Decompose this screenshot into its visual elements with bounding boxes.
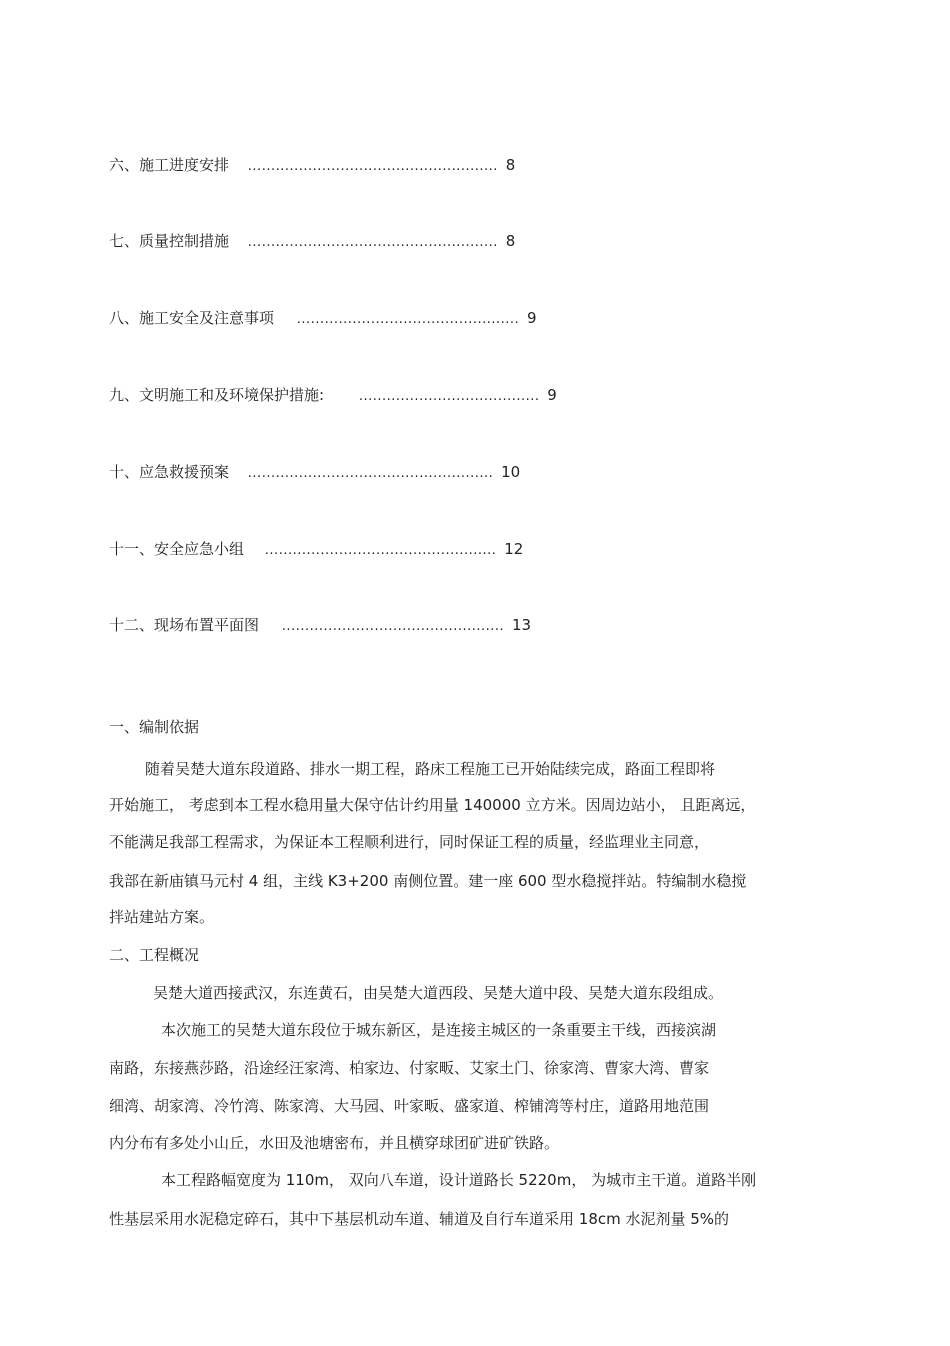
paragraph-line: 本次施工的吴楚大道东段位于城东新区，是连接主城区的一条重要主干线，西接滨湖 bbox=[161, 1021, 717, 1039]
toc-entry-title: 六、施工进度安排 bbox=[109, 156, 230, 174]
paragraph-line: 随着吴楚大道东段道路、排水一期工程，路床工程施工已开始陆续完成，路面工程即将 bbox=[145, 760, 716, 778]
section-heading: 一、编制依据 bbox=[109, 718, 200, 736]
toc-entry-title: 八、施工安全及注意事项 bbox=[109, 309, 275, 327]
toc-leader-dots: ....................................... bbox=[358, 389, 540, 404]
toc-entry[interactable] bbox=[109, 383, 557, 407]
toc-page-number: 9 bbox=[547, 386, 557, 404]
paragraph-line: 南路，东接燕莎路，沿途经汪家湾、柏家边、付家畈、艾家土门、徐家湾、曹家大湾、曹家 bbox=[109, 1059, 710, 1077]
toc-page-number: 8 bbox=[505, 156, 516, 174]
toc-entry[interactable] bbox=[109, 229, 515, 253]
paragraph-line: 吴楚大道西接武汉，东连黄石，由吴楚大道西段、吴楚大道中段、吴楚大道东段组成。 bbox=[153, 984, 724, 1002]
paragraph-line: 我部在新庙镇马元村 4 组，主线 K3+200 南侧位置。建一座 600 型水稳搅拌站。特编制水稳搅 bbox=[109, 872, 747, 890]
toc-entry[interactable] bbox=[109, 153, 515, 177]
paragraph-line: 开始施工， 考虑到本工程水稳用量大保守估计约用量 140000 立方米。因周边站小， 且距离远， bbox=[109, 796, 756, 814]
toc-entry-title: 十一、安全应急小组 bbox=[109, 540, 245, 558]
toc-entry[interactable] bbox=[109, 613, 531, 637]
toc-leader-dots: ...................................................... bbox=[247, 235, 498, 250]
paragraph-line: 不能满足我部工程需求，为保证本工程顺利进行，同时保证工程的质量，经监理业主同意， bbox=[109, 833, 710, 851]
toc-entry[interactable] bbox=[109, 460, 520, 484]
toc-entry[interactable] bbox=[109, 537, 523, 561]
toc-page-number: 8 bbox=[505, 232, 516, 250]
toc-leader-dots: ................................................ bbox=[281, 619, 505, 634]
toc-entry-title: 十二、现场布置平面图 bbox=[109, 616, 260, 634]
paragraph-line: 拌站建站方案。 bbox=[109, 908, 215, 926]
paragraph-line: 本工程路幅宽度为 110m， 双向八车道，设计道路长 5220m， 为城市主干道。道路半刚 bbox=[161, 1171, 757, 1189]
toc-entry[interactable] bbox=[109, 306, 536, 330]
toc-page-number: 12 bbox=[504, 540, 524, 558]
toc-leader-dots: ..................................................... bbox=[247, 466, 494, 481]
toc-entry-title: 十、应急救援预案 bbox=[109, 463, 230, 481]
toc-leader-dots: .................................................. bbox=[264, 543, 497, 558]
toc-entry-title: 九、文明施工和及环境保护措施: bbox=[109, 386, 325, 404]
toc-page-number: 13 bbox=[511, 616, 532, 634]
paragraph-line: 性基层采用水泥稳定碎石，其中下基层机动车道、辅道及自行车道采用 18cm 水泥剂量 5%的 bbox=[109, 1210, 730, 1228]
toc-page-number: 10 bbox=[501, 463, 521, 481]
paragraph-line: 细湾、胡家湾、冷竹湾、陈家湾、大马园、叶家畈、盛家道、榨铺湾等村庄，道路用地范围 bbox=[109, 1097, 710, 1115]
section-heading: 二、工程概况 bbox=[109, 946, 200, 964]
toc-page-number: 9 bbox=[526, 309, 537, 327]
toc-entry-title: 七、质量控制措施 bbox=[109, 232, 230, 250]
toc-leader-dots: ...................................................... bbox=[247, 159, 498, 174]
paragraph-line: 内分布有多处小山丘，水田及池塘密布，并且横穿球团矿进矿铁路。 bbox=[109, 1134, 560, 1152]
toc-leader-dots: ................................................ bbox=[296, 312, 520, 327]
